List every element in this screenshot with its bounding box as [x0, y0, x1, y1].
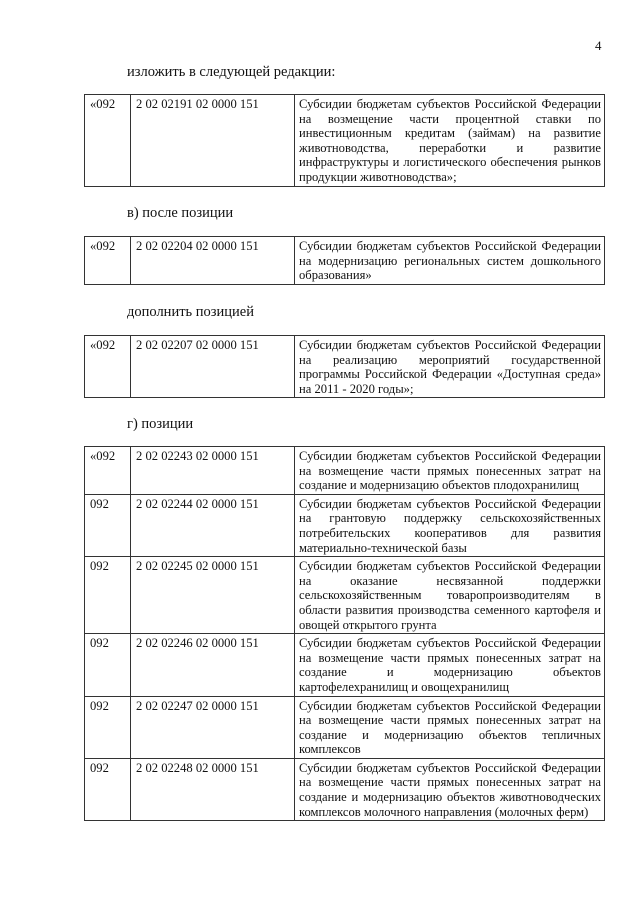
- table-budget-code-02207: [84, 335, 605, 398]
- admin-code-cell: «092: [85, 336, 131, 398]
- budget-code-cell: 2 02 02191 02 0000 151: [131, 95, 295, 187]
- table-row: [85, 95, 605, 187]
- description-cell: Субсидии бюджетам субъектов Российской Федерации на возмещение части прямых понесенных затрат на создание и модернизацию объектов картофелехранилищ и овощехранилищ: [295, 634, 605, 696]
- budget-code-cell: 2 02 02244 02 0000 151: [131, 494, 295, 556]
- admin-code-cell: «092: [85, 447, 131, 495]
- table-row: [85, 557, 605, 634]
- table-row: [85, 494, 605, 556]
- description-cell: Субсидии бюджетам субъектов Российской Федерации на реализацию мероприятий государственной программы Российской Федерации «Доступная среда» на 2011 - 2020 годы»;: [295, 336, 605, 398]
- table-row: [85, 634, 605, 696]
- table-row: [85, 758, 605, 820]
- admin-code-cell: 092: [85, 634, 131, 696]
- budget-code-cell: 2 02 02245 02 0000 151: [131, 557, 295, 634]
- admin-code-cell: «092: [85, 237, 131, 285]
- admin-code-cell: 092: [85, 696, 131, 758]
- budget-code-cell: 2 02 02243 02 0000 151: [131, 447, 295, 495]
- budget-code-cell: 2 02 02204 02 0000 151: [131, 237, 295, 285]
- description-cell: Субсидии бюджетам субъектов Российской Федерации на возмещение части процентной ставки по инвестиционным кредитам (займам) на развитие животноводства, переработки и развитие инфраструктуры и логистического обеспечения рынков продукции животноводства»;: [295, 95, 605, 187]
- description-cell: Субсидии бюджетам субъектов Российской Федерации на возмещение части прямых понесенных затрат на создание и модернизацию объектов животноводческих комплексов молочного направления (молочных ферм): [295, 758, 605, 820]
- description-cell: Субсидии бюджетам субъектов Российской Федерации на возмещение части прямых понесенных затрат на создание и модернизацию объектов тепличных комплексов: [295, 696, 605, 758]
- heading-after-position: в) после позиции: [127, 205, 234, 221]
- description-cell: Субсидии бюджетам субъектов Российской Федерации на оказание несвязанной поддержки сельскохозяйственным товаропроизводителям в области развития производства семенного картофеля и овощей открытого грунта: [295, 557, 605, 634]
- budget-code-cell: 2 02 02207 02 0000 151: [131, 336, 295, 398]
- heading-positions: г) позиции: [127, 416, 194, 432]
- heading-add-position: дополнить позицией: [127, 304, 254, 320]
- budget-code-cell: 2 02 02247 02 0000 151: [131, 696, 295, 758]
- table-row: [85, 696, 605, 758]
- table-row: [85, 237, 605, 285]
- heading-edit-wording: изложить в следующей редакции:: [127, 64, 336, 80]
- budget-code-cell: 2 02 02246 02 0000 151: [131, 634, 295, 696]
- budget-code-cell: 2 02 02248 02 0000 151: [131, 758, 295, 820]
- table-row: [85, 447, 605, 495]
- description-cell: Субсидии бюджетам субъектов Российской Федерации на возмещение части прямых понесенных затрат на создание и модернизацию объектов плодохранилищ: [295, 447, 605, 495]
- description-cell: Субсидии бюджетам субъектов Российской Федерации на модернизацию региональных систем дошкольного образования»: [295, 237, 605, 285]
- table-budget-code-02204: [84, 236, 605, 285]
- table-budget-codes-02243-02248: [84, 446, 605, 821]
- table-budget-code-02191: [84, 94, 605, 187]
- admin-code-cell: 092: [85, 557, 131, 634]
- admin-code-cell: 092: [85, 758, 131, 820]
- admin-code-cell: 092: [85, 494, 131, 556]
- table-row: [85, 336, 605, 398]
- admin-code-cell: «092: [85, 95, 131, 187]
- description-cell: Субсидии бюджетам субъектов Российской Федерации на грантовую поддержку сельскохозяйственных потребительских кооперативов для развития материально-технической базы: [295, 494, 605, 556]
- page-number: 4: [595, 38, 602, 53]
